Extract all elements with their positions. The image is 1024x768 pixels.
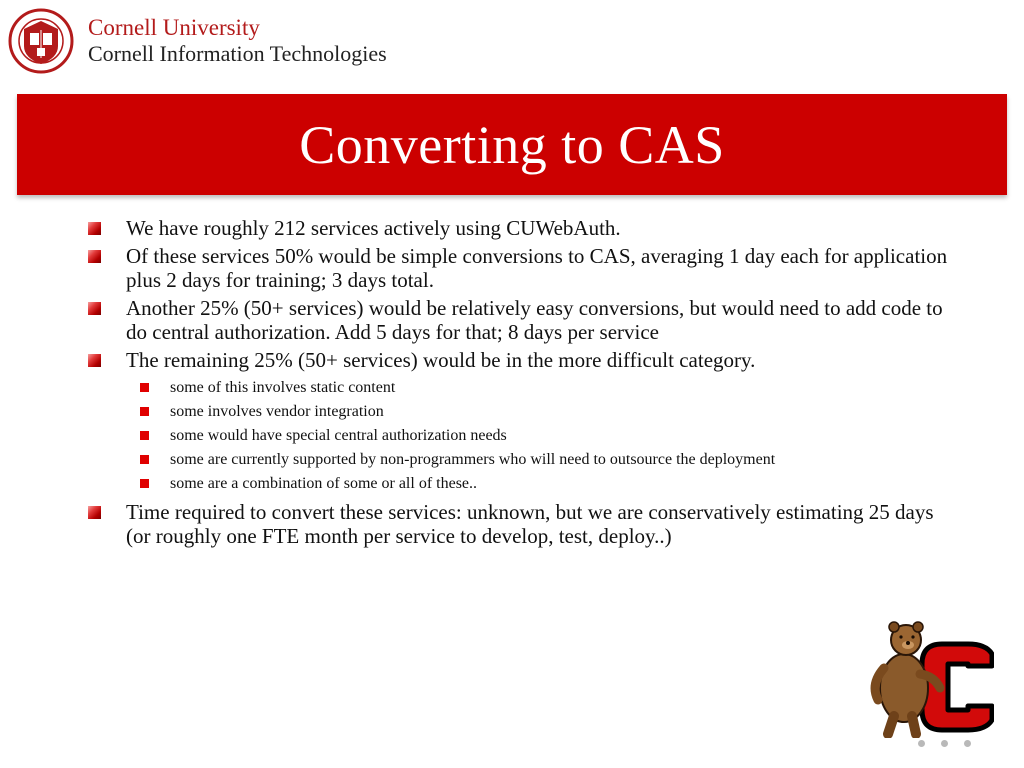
sub-bullet-text: some would have special central authorization needs <box>170 427 507 444</box>
cornell-bear-mascot-icon <box>864 618 994 738</box>
sub-bullet-text: some are a combination of some or all of these.. <box>170 475 478 492</box>
sub-bullet-item <box>88 448 948 472</box>
bullet-item <box>88 500 948 548</box>
sub-bullet-item <box>88 400 948 424</box>
sub-bullet-item <box>88 472 948 496</box>
bullet-square-icon <box>88 302 101 315</box>
cornell-seal-icon <box>8 8 74 74</box>
title-banner <box>17 94 1007 195</box>
sub-bullet-text: some of this involves static content <box>170 379 396 396</box>
sub-bullet-square-icon <box>140 407 149 416</box>
bullet-square-icon <box>88 250 101 263</box>
three-dots-icon <box>918 740 971 747</box>
bullet-square-icon <box>88 354 101 367</box>
sub-bullet-text: some involves vendor integration <box>170 403 384 420</box>
bullet-item <box>88 348 948 372</box>
slide-body <box>88 216 948 552</box>
sub-bullet-square-icon <box>140 383 149 392</box>
sub-bullet-square-icon <box>140 431 149 440</box>
sub-bullet-item <box>88 424 948 448</box>
bullet-item <box>88 216 948 240</box>
department-name: Cornell Information Technologies <box>88 41 387 66</box>
bullet-text: We have roughly 212 services actively using CUWebAuth. <box>126 216 621 240</box>
bullet-item <box>88 244 948 292</box>
bullet-text: Another 25% (50+ services) would be relatively easy conversions, but would need to add code to do central authorization. Add 5 days for that; 8 days per service <box>126 296 943 344</box>
bullet-text: The remaining 25% (50+ services) would be in the more difficult category. <box>126 348 756 372</box>
dot <box>941 740 948 747</box>
bullet-item <box>88 296 948 344</box>
bullet-square-icon <box>88 222 101 235</box>
university-name: Cornell University <box>88 15 260 40</box>
bullet-text: Of these services 50% would be simple conversions to CAS, averaging 1 day each for application plus 2 days for training; 3 days total. <box>126 244 948 292</box>
slide-title: Converting to CAS <box>299 114 725 175</box>
bullet-text: Time required to convert these services: unknown, but we are conservatively estimating 25 days (or roughly one FTE month per service to develop, test, deploy..) <box>126 500 934 548</box>
sub-bullet-list <box>88 376 948 496</box>
sub-bullet-square-icon <box>140 479 149 488</box>
dot <box>964 740 971 747</box>
sub-bullet-text: some are currently supported by non-programmers who will need to outsource the deployment <box>170 451 776 468</box>
sub-bullet-square-icon <box>140 455 149 464</box>
dot <box>918 740 925 747</box>
sub-bullet-item <box>88 376 948 400</box>
bullet-square-icon <box>88 506 101 519</box>
